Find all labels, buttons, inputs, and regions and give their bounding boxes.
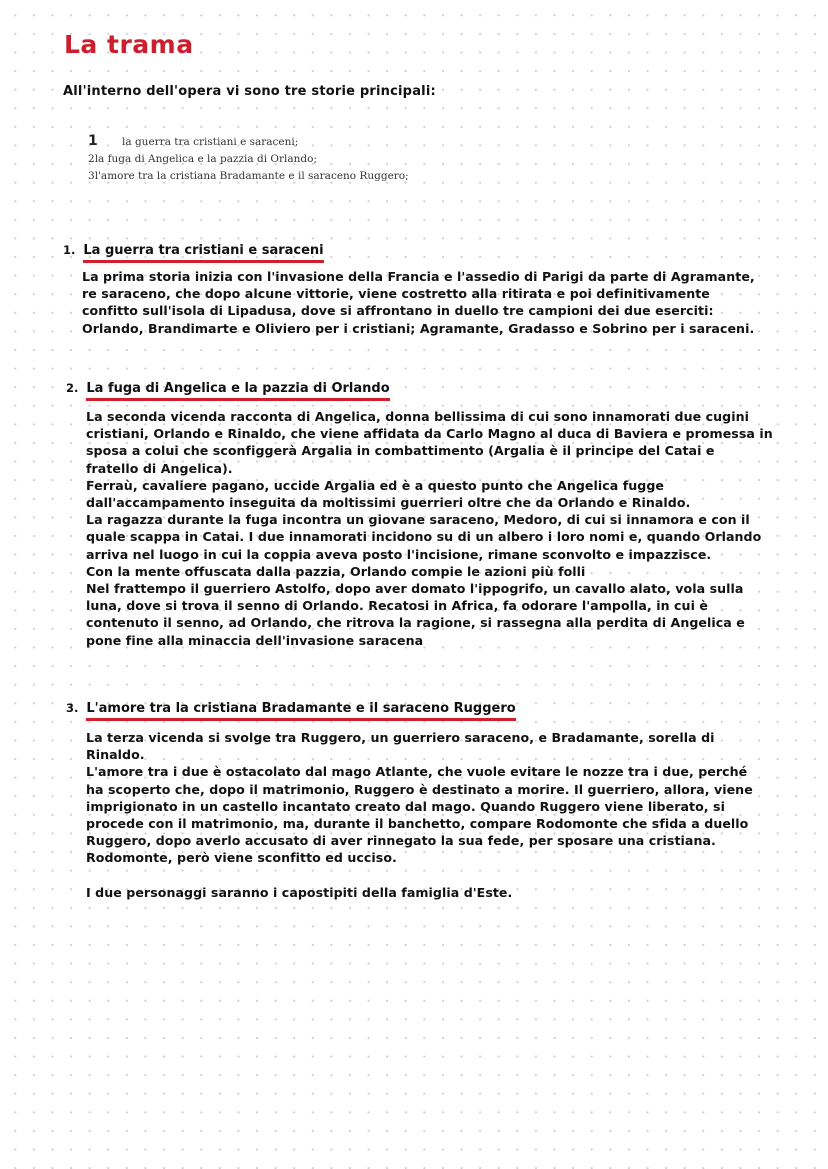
text-line: Rinaldo.	[86, 747, 145, 763]
text-line: La seconda vicenda racconta di Angelica, donna bellissima di cui sono innamorati due cugini	[86, 409, 749, 424]
list-item-number: 1	[88, 133, 98, 149]
text-line: Con la mente offuscata dalla pazzia, Orlando compie le azioni più folli	[86, 563, 586, 579]
section-body-ruggero	[86, 729, 753, 901]
text-line: Ferraù, cavaliere pagano, uccide Argalia ed è a questo punto che Angelica fugge	[86, 477, 665, 493]
list-item-text: la guerra tra cristiani e saraceni;	[122, 136, 299, 148]
text-line: luna, dove si trova il senno di Orlando. Recatosi in Africa, fa odorare l'ampolla, in cui è	[86, 598, 708, 614]
text-line: procede con il matrimonio, ma, durante il banchetto, compare Rodomonte che sfida a duello	[86, 816, 749, 832]
text-line: I due personaggi saranno i capostipiti della famiglia d'Este.	[86, 884, 513, 900]
list-item-text: la fuga di Angelica e la pazzia di Orlando;	[94, 153, 318, 165]
section-number: 3.	[66, 701, 79, 715]
text-line: fratello di Angelica).	[86, 460, 233, 476]
text-line: La prima storia inizia con l'invasione della Francia e l'assedio di Parigi da parte di Agramante,	[82, 269, 755, 284]
section-number: 1.	[63, 243, 76, 257]
text-line: imprigionato in un castello incantato creato dal mago. Quando Ruggero viene liberato, si	[86, 798, 725, 814]
text-line: Nel frattempo il guerriero Astolfo, dopo aver domato l'ippogrifo, un cavallo alato, vola sulla	[86, 581, 744, 597]
text-line: sposa a colui che sconfiggerà Argalia in combattimento (Argalia è il principe del Catai e	[86, 443, 715, 459]
list-item-number: 3	[88, 170, 95, 182]
text-line: Rodomonte, però viene sconfitto ed ucciso.	[86, 850, 397, 866]
text-line: Orlando, Brandimarte e Oliviero per i cristiani; Agramante, Gradasso e Sobrino per i saraceni.	[82, 320, 755, 336]
text-line: Ruggero, dopo averlo accusato di aver rinnegato la sua fede, per sposare una cristiana.	[86, 833, 716, 849]
intro-text: All'interno dell'opera vi sono tre storie principali:	[63, 84, 436, 99]
text-line: quale scappa in Catai. I due innamorati incidono su di un albero i loro nomi e, quando Orlando	[86, 529, 762, 545]
list-item	[88, 168, 409, 185]
text-line: dall'accampamento inseguita da moltissimi guerrieri oltre che da Orlando e Rinaldo.	[86, 495, 691, 511]
list-item-text: l'amore tra la cristiana Bradamante e il saraceno Ruggero;	[94, 170, 409, 182]
section-number: 2.	[66, 381, 79, 395]
section-body-angelica	[86, 408, 773, 649]
text-line: confitto sull'isola di Lipadusa, dove si affrontano in duello tre campioni dei due eserciti:	[82, 303, 714, 319]
text-line: ha scoperto che, dopo il matrimonio, Ruggero è destinato a morire. Il guerriero, allora, viene	[86, 781, 753, 797]
section-title: L'amore tra la cristiana Bradamante e il saraceno Ruggero	[86, 701, 515, 721]
list-item	[88, 133, 409, 151]
section-heading-war	[63, 243, 324, 263]
text-line: contenuto il senno, ad Orlando, che ritrova la ragione, si rassegna alla perdita di Angelica e	[86, 615, 745, 631]
text-line: La terza vicenda si svolge tra Ruggero, un guerriero saraceno, e Bradamante, sorella di	[86, 730, 715, 745]
section-heading-angelica	[66, 381, 390, 401]
text-line: L'amore tra i due è ostacolato dal mago Atlante, che vuole evitare le nozze tra i due, perché	[86, 764, 748, 780]
list-item-number: 2	[88, 153, 95, 165]
story-list	[88, 133, 409, 185]
text-line: La ragazza durante la fuga incontra un giovane saraceno, Medoro, di cui si innamora e con il	[86, 512, 750, 528]
section-heading-ruggero	[66, 701, 516, 721]
section-body-war	[82, 268, 755, 337]
text-line: cristiani, Orlando e Rinaldo, che viene affidata da Carlo Magno al duca di Baviera e promessa in	[86, 426, 773, 442]
section-title: La guerra tra cristiani e saraceni	[83, 243, 323, 263]
text-line: pone fine alla minaccia dell'invasione saracena	[86, 632, 424, 648]
page-title: La trama	[64, 30, 194, 59]
text-line	[86, 867, 753, 884]
text-line: re saraceno, che dopo alcune vittorie, viene costretto alla ritirata e poi definitivamente	[82, 286, 710, 302]
section-title: La fuga di Angelica e la pazzia di Orlando	[86, 381, 389, 401]
list-item	[88, 151, 409, 168]
text-line: arriva nel luogo in cui la coppia aveva posto l'incisione, rimane sconvolto e impazzisce.	[86, 546, 712, 562]
